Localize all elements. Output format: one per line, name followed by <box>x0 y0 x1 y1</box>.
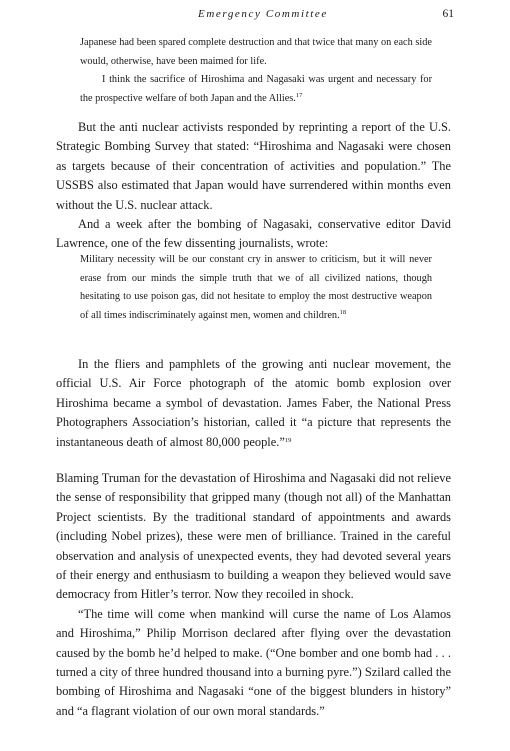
running-head: Emergency Committee <box>198 8 328 20</box>
quote-1-paragraph-1 <box>80 34 432 71</box>
body-paragraph-lawrence: And a week after the bombing of Nagasaki, conservative editor David Lawrence, one of the few dissenting journalists, wrote: <box>56 217 451 251</box>
body-section-3 <box>56 469 451 721</box>
page-number: 61 <box>442 8 454 20</box>
body-section-2 <box>56 355 451 452</box>
footnote-ref-18: 18 <box>339 308 347 316</box>
quote-1-paragraph-2 <box>80 71 432 108</box>
footnote-ref-19: 19 <box>284 436 292 444</box>
body-paragraph-blaming: Blaming Truman for the devastation of Hiroshima and Nagasaki did not relieve the sense of responsibility that gripped many (though not all) of the Manhattan Project scientists. By the traditional standard of appointments and awards (including Nobel prizes), these were men of brilliance. Trained in the careful observation and analysis of unexpected events, they had devoted several years of their energy and enthusiasm to building a weapon they believed would save democracy from Hitler’s terror. Now they recoiled in shock. <box>56 471 451 602</box>
block-quote-2 <box>80 251 432 325</box>
body-paragraph-morrison: “The time will come when mankind will curse the name of Los Alamos and Hiroshima,” Philip Morrison declared after flying over the devastation caused by the bomb he’d helped to make. (“One bomber and one bomb had . . . turned a city of three hundred thousand into a burning pyre.”) Szilard called the bombing of Hiroshima and Nagasaki “one of the biggest blunders in history” and “a flagrant violation of our own moral standards.” <box>56 606 451 718</box>
quote-1-paragraph-2-text: I think the sacrifice of Hiroshima and Nagasaki was urgent and necessary for the prospective welfare of both Japan and the Allies. <box>80 74 432 104</box>
body-section-1 <box>56 118 451 254</box>
footnote-ref-17: 17 <box>295 91 303 99</box>
quote-2-paragraph <box>80 251 432 325</box>
quote-2-text: Military necessity will be our constant cry in answer to criticism, but it will never erase from our minds the simple truth that we of all civilized nations, though hesitating to use poison gas, did not hesitate to employ the most destructive weapon of all times indiscriminately against men, women and children. <box>80 254 432 321</box>
body-paragraph-fliers <box>56 355 451 452</box>
body-paragraph-ussbs: But the anti nuclear activists responded by reprinting a report of the U.S. Strategic Bombing Survey that stated: “Hiroshima and Nagasaki were chosen as targets because of their concentration of activities and population.” The USSBS also estimated that Japan would have surrendered within months even without the U.S. nuclear attack. <box>56 120 451 212</box>
body-paragraph-fliers-text: In the fliers and pamphlets of the growing anti nuclear movement, the official U.S. Air Force photograph of the atomic bomb explosion over Hiroshima became a symbol of devastation. James Faber, the National Press Photographers Association’s historian, called it “a picture that represents the instantaneous death of almost 80,000 people.” <box>56 357 451 449</box>
block-quote-1 <box>80 34 432 108</box>
quote-1-paragraph-1-text: Japanese had been spared complete destruction and that twice that many on each side would, otherwise, have been maimed for life. <box>80 37 432 67</box>
